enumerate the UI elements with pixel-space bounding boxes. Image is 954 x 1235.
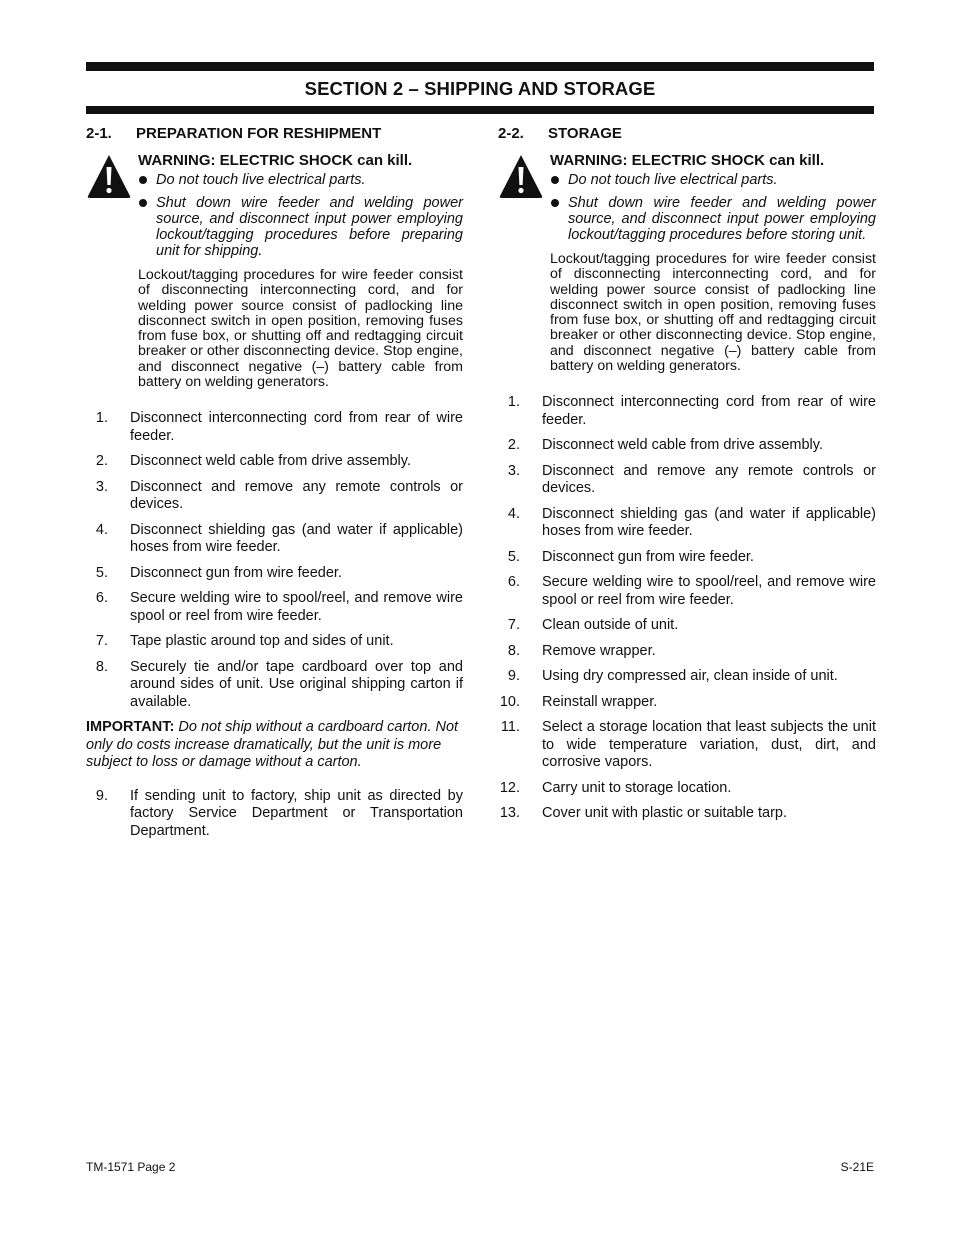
list-item	[498, 394, 876, 429]
step-text: Disconnect weld cable from drive assembly.	[542, 437, 823, 454]
step-number: 4.	[507, 505, 520, 522]
step-number: 11.	[500, 719, 520, 736]
step-number: 9.	[507, 668, 520, 685]
step-text: Disconnect shielding gas (and water if applicable) hoses from wire feeder.	[130, 521, 463, 556]
list-item	[498, 719, 876, 772]
step-number: 7.	[95, 633, 108, 650]
step-text: Using dry compressed air, clean inside of unit.	[542, 668, 838, 685]
step-number: 1.	[95, 410, 108, 427]
list-item	[498, 574, 876, 609]
step-text: Cover unit with plastic or suitable tarp.	[542, 805, 787, 822]
step-text: Select a storage location that least subjects the unit to wide temperature variation, dust, dirt, and corrosive vapors.	[542, 719, 876, 771]
step-text: Clean outside of unit.	[542, 617, 679, 634]
section-title: SECTION 2 – SHIPPING AND STORAGE	[304, 78, 656, 99]
bullet-dot-icon	[551, 176, 559, 184]
section-rule-bottom	[86, 106, 874, 114]
warning-title: WARNING: ELECTRIC SHOCK can kill.	[138, 152, 413, 169]
step-number: 6.	[95, 590, 108, 607]
heading-number: 2-2.	[498, 125, 524, 142]
bullet-text: Shut down wire feeder and welding power source, and disconnect input power employing lockout/tagging procedures before preparing unit for shipping.	[156, 195, 463, 259]
step-text: Disconnect shielding gas (and water if applicable) hoses from wire feeder.	[542, 505, 876, 540]
important-note	[86, 719, 463, 772]
list-item	[86, 453, 463, 471]
reshipment-column	[86, 125, 463, 848]
step-text: Disconnect interconnecting cord from rear of wire feeder.	[130, 410, 463, 444]
step-text: Disconnect and remove any remote controls or devices.	[130, 478, 463, 513]
step-number: 5.	[95, 564, 108, 581]
list-item	[498, 617, 876, 635]
step-number: 12.	[499, 779, 520, 796]
step-text: Disconnect gun from wire feeder.	[542, 548, 754, 565]
bullet-text: Do not touch live electrical parts.	[156, 172, 366, 188]
step-number: 8.	[507, 642, 520, 659]
list-item	[498, 549, 876, 567]
step-number: 2.	[507, 437, 520, 454]
step-text: If sending unit to factory, ship unit as directed by factory Service Department or Transportation Department.	[130, 787, 463, 839]
step-text: Reinstall wrapper.	[542, 693, 658, 710]
step-text: Securely tie and/or tape cardboard over top and around sides of unit. Use original shipping carton if available.	[130, 658, 463, 710]
step-text: Disconnect and remove any remote controls or devices.	[542, 462, 876, 497]
list-item	[498, 643, 876, 661]
bullet-text: Do not touch live electrical parts.	[568, 172, 778, 188]
reshipment-steps-continued	[86, 788, 463, 841]
bullet-dot-icon	[551, 199, 559, 207]
heading-title: STORAGE	[548, 125, 622, 142]
step-number: 8.	[95, 658, 108, 675]
warning-bullet	[138, 195, 463, 259]
bullet-dot-icon	[139, 176, 147, 184]
warning-triangle-icon	[498, 152, 544, 200]
step-number: 10.	[499, 693, 520, 710]
step-number: 6.	[507, 574, 520, 591]
list-item	[498, 463, 876, 498]
step-number: 4.	[95, 521, 108, 538]
electric-shock-warning	[498, 152, 876, 374]
step-number: 13.	[499, 805, 520, 822]
important-label: IMPORTANT:	[86, 719, 175, 736]
list-item	[498, 805, 876, 823]
step-number: 3.	[95, 478, 108, 495]
footer-page-id: TM-1571 Page 2	[86, 1160, 176, 1174]
step-number: 7.	[507, 617, 520, 634]
important-text: Do not ship without a cardboard carton. Not only do costs increase dramatically, but the unit is more subject to loss or damage without a carton.	[86, 719, 459, 771]
bullet-dot-icon	[139, 199, 147, 207]
list-item	[86, 565, 463, 583]
heading-title: PREPARATION FOR RESHIPMENT	[136, 125, 382, 142]
step-text: Secure welding wire to spool/reel, and remove wire spool or reel from wire feeder.	[130, 590, 463, 624]
list-item	[498, 506, 876, 541]
step-number: 2.	[95, 453, 108, 470]
list-item	[86, 410, 463, 445]
heading-number: 2-1.	[86, 125, 112, 142]
warning-title: WARNING: ELECTRIC SHOCK can kill.	[550, 152, 825, 169]
list-item	[86, 659, 463, 712]
storage-steps	[498, 394, 876, 823]
step-text: Remove wrapper.	[542, 642, 656, 659]
bullet-text: Shut down wire feeder and welding power source, and disconnect input power employing lockout/tagging procedures before storing unit.	[568, 195, 876, 243]
step-number: 3.	[507, 462, 520, 479]
step-number: 9.	[95, 787, 108, 804]
step-text: Disconnect weld cable from drive assembly.	[130, 453, 411, 470]
warning-bullet	[550, 195, 876, 243]
list-item	[86, 633, 463, 651]
reshipment-heading	[86, 125, 463, 143]
reshipment-steps	[86, 410, 463, 711]
storage-heading	[498, 125, 876, 143]
list-item	[86, 788, 463, 841]
warning-bullet	[550, 172, 876, 188]
warning-triangle-icon	[86, 152, 132, 200]
step-text: Tape plastic around top and sides of unit.	[130, 633, 394, 650]
list-item	[498, 437, 876, 455]
list-item	[498, 780, 876, 798]
step-text: Disconnect gun from wire feeder.	[130, 564, 342, 581]
lockout-paragraph: Lockout/tagging procedures for wire feeder consist of disconnecting interconnecting cord, and for welding power source consist of padlocking line disconnect switch in open position, removing fuses from fuse box, or shutting off and redtagging circuit breaker or other disconnecting device. Stop engine, and disconnect negative (–) battery cable from battery on welding generators.	[138, 267, 463, 391]
step-text: Carry unit to storage location.	[542, 779, 732, 796]
lockout-paragraph: Lockout/tagging procedures for wire feeder consist of disconnecting interconnecting cord, and for welding power source consist of padlocking line disconnect switch in open position, removing fuses from fuse box, or shutting off and redtagging circuit breaker or other disconnecting device. Stop engine, and disconnect negative (–) battery cable from battery on welding generators.	[550, 251, 876, 375]
step-text: Disconnect interconnecting cord from rear of wire feeder.	[542, 394, 876, 428]
warning-bullet	[138, 172, 463, 188]
storage-column	[498, 125, 876, 831]
list-item	[498, 668, 876, 686]
step-number: 5.	[507, 548, 520, 565]
list-item	[86, 590, 463, 625]
step-number: 1.	[507, 394, 520, 411]
electric-shock-warning	[86, 152, 463, 390]
list-item	[86, 522, 463, 557]
step-text: Secure welding wire to spool/reel, and remove wire spool or reel from wire feeder.	[542, 574, 876, 608]
footer-code: S-21E	[840, 1160, 874, 1174]
list-item	[498, 694, 876, 712]
list-item	[86, 479, 463, 514]
section-rule-top	[86, 62, 874, 71]
